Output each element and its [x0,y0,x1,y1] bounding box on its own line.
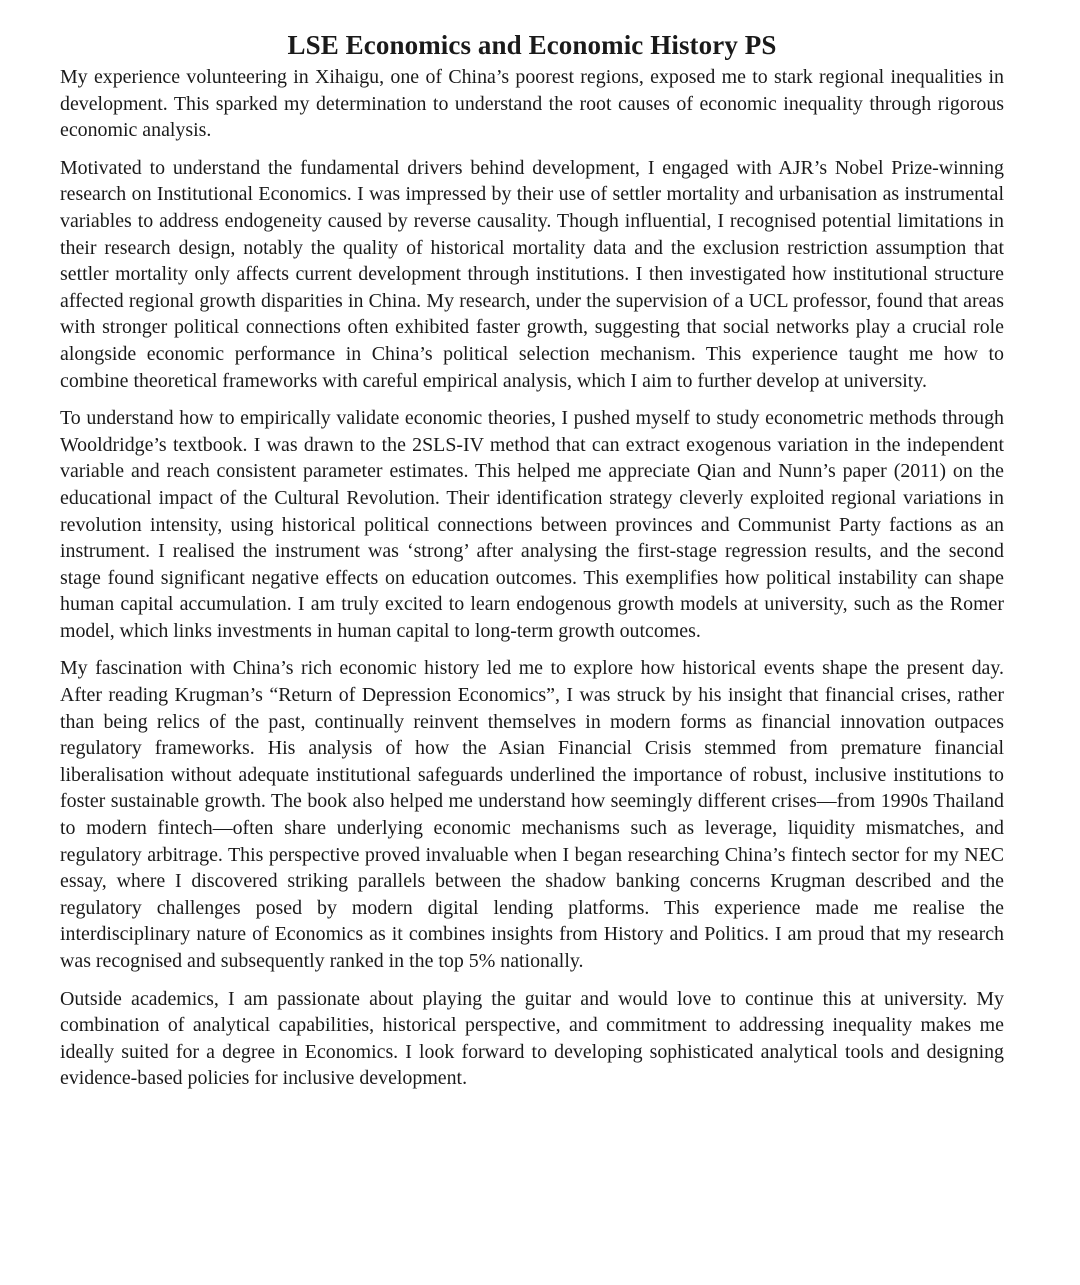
paragraph-econometrics: To understand how to empirically validate economic theories, I pushed myself to study econometric methods through Wooldridge’s textbook. I was drawn to the 2SLS-IV method that can extract exogenous variation in the independent variable and reach consistent parameter estimates. This helped me appreciate Qian and Nunn’s paper (2011) on the educational impact of the Cultural Revolution. Their identification strategy cleverly exploited regional variations in revolution intensity, using historical political connections between provinces and Communist Party factions as an instrument. I realised the instrument was ‘strong’ after analysing the first-stage regression results, and the second stage found significant negative effects on education outcomes. This exemplifies how political instability can shape human capital accumulation. I am truly excited to learn endogenous growth models at university, such as the Romer model, which links investments in human capital to long-term growth outcomes. [60,407,1004,642]
paragraph-institutional-economics: Motivated to understand the fundamental drivers behind development, I engaged with AJR’s Nobel Prize-winning research on Institutional Economics. I was impressed by their use of settler mortality and urbanisation as instrumental variables to address endogeneity caused by reverse causality. Though influential, I recognised potential limitations in their research design, notably the quality of historical mortality data and the exclusion restriction assumption that settler mortality only affects current development through institutions. I then investigated how institutional structure affected regional growth disparities in China. My research, under the supervision of a UCL professor, found that areas with stronger political connections often exhibited faster growth, suggesting that social networks play a crucial role alongside economic performance in China’s political selection mechanism. This experience taught me how to combine theoretical frameworks with careful empirical analysis, which I aim to further develop at university. [60,156,1004,392]
paragraph-economic-history: My fascination with China’s rich economic history led me to explore how historical events shape the present day. After reading Krugman’s “Return of Depression Economics”, I was struck by his insight that financial crises, rather than being relics of the past, continually reinvent themselves in modern forms as financial innovation outpaces regulatory frameworks. His analysis of how the Asian Financial Crisis stemmed from premature financial liberalisation without adequate institutional safeguards underlined the importance of robust, inclusive institutions to foster sustainable growth. The book also helped me understand how seemingly different crises—from 1990s Thailand to modern fintech—often share underlying economic mechanisms such as leverage, liquidity mismatches, and regulatory arbitrage. This perspective proved invaluable when I began researching China’s fintech sector for my NEC essay, where I discovered striking parallels between the shadow banking concerns Krugman described and the regulatory challenges posed by modern digital lending platforms. This experience made me realise the interdisciplinary nature of Economics as it combines insights from History and Politics. I am proud that my research was recognised and subsequently ranked in the top 5% nationally. [60,657,1004,972]
document-title: LSE Economics and Economic History PS [287,30,777,60]
paragraph-volunteering: My experience volunteering in Xihaigu, one of China’s poorest regions, exposed me to stark regional inequalities in development. This sparked my determination to understand the root causes of economic inequality through rigorous economic analysis. [60,66,1004,142]
paragraph-conclusion: Outside academics, I am passionate about playing the guitar and would love to continue this at university. My combination of analytical capabilities, historical perspective, and commitment to addressing inequality makes me ideally suited for a degree in Economics. I look forward to developing sophisticated analytical tools and designing evidence-based policies for inclusive development. [60,987,1004,1090]
document-page [60,28,1004,1092]
